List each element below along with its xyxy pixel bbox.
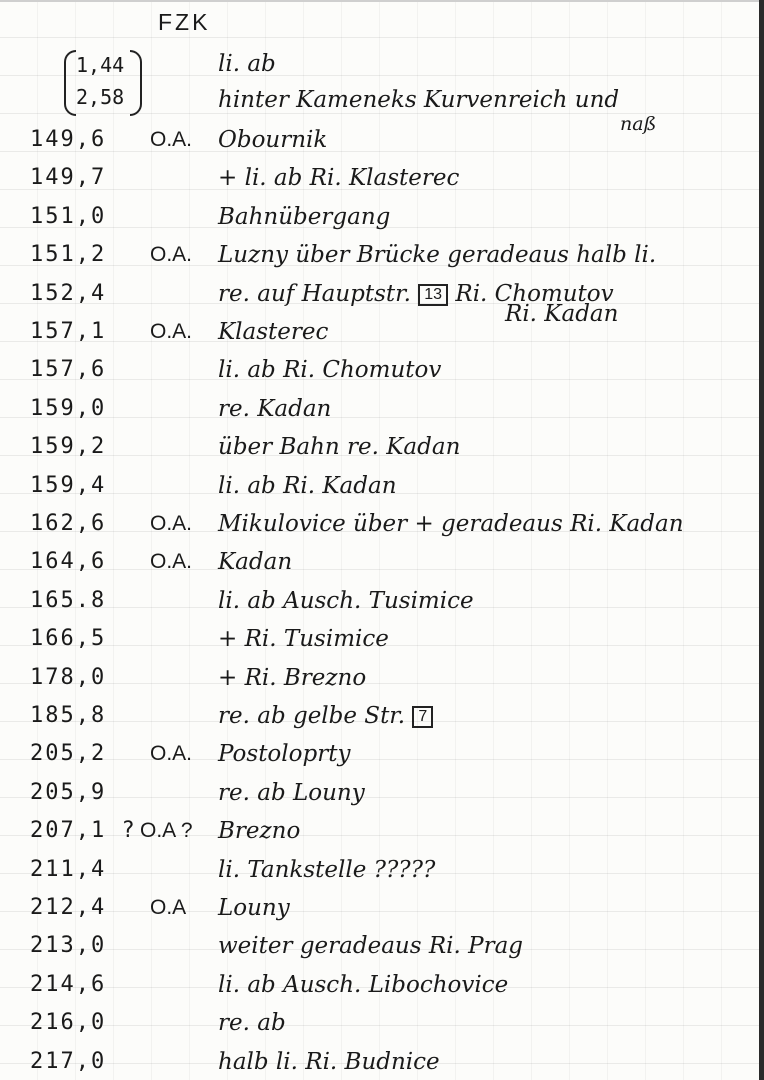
row-km: 185,8 xyxy=(30,703,107,728)
row-km: 159,4 xyxy=(30,473,107,498)
road-number-box: 13 xyxy=(418,284,448,306)
row-km: 157,1 xyxy=(30,319,107,344)
row-description xyxy=(218,356,441,384)
bracket-left xyxy=(64,50,76,116)
page-right-edge xyxy=(759,0,764,1080)
row-description xyxy=(218,318,328,346)
row-text: li. ab Ri. Chomutov xyxy=(218,357,442,383)
row-description xyxy=(218,126,327,154)
bracket-value-2: 2,58 xyxy=(76,85,125,109)
row-oa: O.A. xyxy=(150,550,193,573)
row-km: 212,4 xyxy=(30,895,107,920)
row-description xyxy=(218,702,433,730)
row-text: re. ab gelbe Str. xyxy=(218,703,406,729)
row-text: Mikulovice über + geradeaus Ri. Kadan xyxy=(218,511,684,537)
row-km: 157,6 xyxy=(30,357,107,382)
row-km: 213,0 xyxy=(30,933,107,958)
row-text: Klasterec xyxy=(218,319,329,345)
row-km: 166,5 xyxy=(30,626,107,651)
row-text-secondary: Ri. Chomutov xyxy=(455,281,614,307)
bracket-right xyxy=(130,50,142,116)
row-oa: O.A ? xyxy=(140,819,193,842)
row-description xyxy=(218,203,390,231)
row-description xyxy=(218,932,523,960)
row-text: + Ri. Tusimice xyxy=(218,626,389,652)
row-km: 211,4 xyxy=(30,857,107,882)
row-text: + li. ab Ri. Klasterec xyxy=(218,165,460,191)
row-text: re. Kadan xyxy=(218,396,332,422)
row-km: 162,6 xyxy=(30,511,107,536)
row-description xyxy=(218,779,365,807)
row-text: Brezno xyxy=(218,818,301,844)
row-description xyxy=(218,395,331,423)
row-description xyxy=(218,625,389,653)
row-km: 165.8 xyxy=(30,588,107,613)
row-text: re. auf Hauptstr. xyxy=(218,281,411,307)
row-text: über Bahn re. Kadan xyxy=(218,434,461,460)
row-description xyxy=(218,664,366,692)
row-description xyxy=(218,472,397,500)
row-text: Kadan xyxy=(218,549,293,575)
row-km: 149,7 xyxy=(30,165,107,190)
row-description xyxy=(218,587,474,615)
row-km: 205,9 xyxy=(30,780,107,805)
bracket-group xyxy=(64,50,142,112)
row-text: li. ab Ausch. Libochovice xyxy=(218,972,509,998)
row-description xyxy=(218,1048,440,1076)
row-description xyxy=(218,164,459,192)
row-text-tertiary: Ri. Kadan xyxy=(505,301,619,327)
row-km: 151,2 xyxy=(30,242,107,267)
row-description xyxy=(218,971,508,999)
row-km: 164,6 xyxy=(30,549,107,574)
row-description xyxy=(218,856,435,884)
row-text: li. ab Ausch. Tusimice xyxy=(218,588,474,614)
bracket-value-1: 1,44 xyxy=(76,53,125,77)
row-text: + Ri. Brezno xyxy=(218,665,367,691)
row-oa: O.A. xyxy=(150,243,193,266)
row-km: 149,6 xyxy=(30,127,107,152)
row-km: 205,2 xyxy=(30,741,107,766)
row-km: 217,0 xyxy=(30,1049,107,1074)
row-text: weiter geradeaus Ri. Prag xyxy=(218,933,524,959)
row-description xyxy=(218,817,300,845)
row-text: halb li. Ri. Budnice xyxy=(218,1049,440,1075)
row-oa: O.A. xyxy=(150,512,193,535)
row-text: Bahnübergang xyxy=(218,204,391,230)
row-text: re. ab Louny xyxy=(218,780,365,806)
row-km: 207,1 ? xyxy=(30,818,137,843)
row-description xyxy=(218,740,350,768)
row-text: Luzny über Brücke geradeaus halb li. xyxy=(218,242,657,268)
row-description xyxy=(218,241,656,269)
row-oa: O.A. xyxy=(150,128,193,151)
row-oa: O.A. xyxy=(150,320,193,343)
row-km: 214,6 xyxy=(30,972,107,997)
row-km: 178,0 xyxy=(30,665,107,690)
row-description xyxy=(218,433,460,461)
row-text: Obournik xyxy=(218,127,328,153)
row-text: re. ab xyxy=(218,1010,286,1036)
row-km: 159,0 xyxy=(30,396,107,421)
row-text: Postoloprty xyxy=(218,741,351,767)
page-header: FZK xyxy=(158,9,211,35)
row-text: li. Tankstelle ????? xyxy=(218,857,436,883)
row-description xyxy=(218,1009,286,1037)
row-description xyxy=(218,894,290,922)
intro-line-1: li. ab xyxy=(218,51,276,77)
row-km: 216,0 xyxy=(30,1010,107,1035)
row-oa: O.A. xyxy=(150,742,193,765)
intro-line-2: hinter Kameneks Kurvenreich und xyxy=(218,87,620,113)
row-oa: O.A xyxy=(150,896,187,919)
road-number-box: 7 xyxy=(412,706,433,728)
row-description xyxy=(218,548,292,576)
row-text: li. ab Ri. Kadan xyxy=(218,473,397,499)
row-description xyxy=(218,510,684,538)
row-km: 151,0 xyxy=(30,204,107,229)
row-km: 159,2 xyxy=(30,434,107,459)
page-top-edge xyxy=(0,0,764,2)
row-km: 152,4 xyxy=(30,281,107,306)
row-text: Louny xyxy=(218,895,290,921)
intro-line-3: naß xyxy=(620,113,657,135)
